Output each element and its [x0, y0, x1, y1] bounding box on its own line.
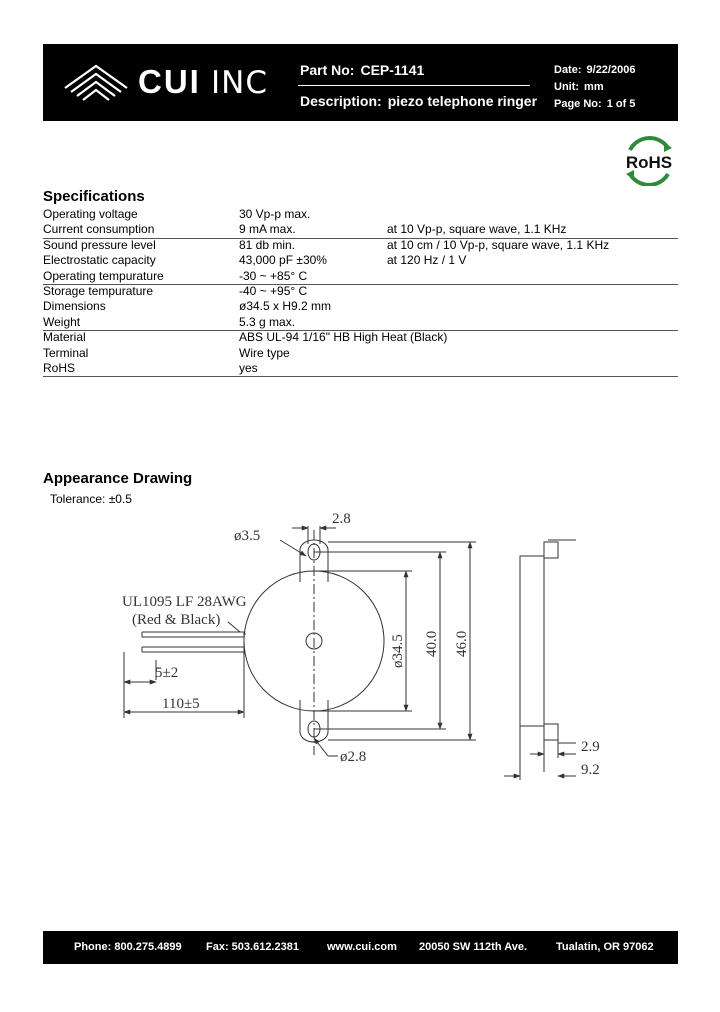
spec-row: RoHS yes	[43, 361, 678, 377]
wire-black	[142, 647, 244, 652]
spec-row: Electrostatic capacity 43,000 pF ±30% at 120 Hz / 1 V	[43, 253, 467, 268]
spec-row: Current consumption 9 mA max. at 10 Vp-p, square wave, 1.1 KHz	[43, 222, 678, 238]
cui-logo-icon	[61, 58, 131, 106]
tolerance-note: Tolerance: ±0.5	[50, 492, 132, 506]
svg-text:RoHS: RoHS	[625, 153, 673, 172]
part-number: Part No: CEP-1141	[300, 62, 425, 78]
wire-type-label: UL1095 LF 28AWG	[122, 594, 247, 610]
company-logo-text: CUI INC	[138, 63, 268, 101]
spec-row: Terminal Wire type	[43, 345, 290, 360]
footer-website[interactable]: www.cui.com	[327, 941, 397, 953]
header-bar	[43, 44, 678, 121]
footer-bar	[43, 931, 678, 964]
hole-width-label: 2.8	[332, 511, 351, 527]
diameter-label: ø34.5	[390, 634, 406, 668]
footer-fax: Fax: 503.612.2381	[206, 941, 299, 953]
spec-row: Material ABS UL-94 1/16" HB High Heat (Black)	[43, 330, 448, 345]
unit-field: Unit: mm	[554, 81, 604, 93]
wire-length-label: 110±5	[162, 696, 200, 712]
hole-top-label: ø3.5	[234, 528, 261, 544]
hole-bottom-label: ø2.8	[340, 749, 367, 765]
spec-row: Operating tempurature -30 ~ +85° C	[43, 269, 678, 285]
page-number-field: Page No: 1 of 5	[554, 98, 636, 110]
date-field: Date: 9/22/2006	[554, 64, 636, 76]
side-view-body	[520, 556, 544, 726]
strip-length-label: 5±2	[155, 665, 179, 681]
overall-height-label: 46.0	[454, 630, 470, 657]
flange-label: 2.9	[581, 739, 600, 755]
wire-color-label: (Red & Black)	[132, 612, 221, 628]
spec-row: Sound pressure level 81 db min. at 10 cm / 10 Vp-p, square wave, 1.1 KHz	[43, 237, 610, 252]
spec-row: Operating voltage 30 Vp-p max.	[43, 207, 311, 221]
height-label: 9.2	[581, 762, 600, 778]
specifications-title: Specifications	[43, 188, 145, 205]
hole-spacing-label: 40.0	[424, 630, 440, 657]
spec-row: Dimensions ø34.5 x H9.2 mm	[43, 299, 332, 314]
footer-address: 20050 SW 112th Ave.	[419, 941, 528, 953]
footer-phone: Phone: 800.275.4899	[74, 941, 182, 953]
spec-row: Storage tempurature -40 ~ +95° C	[43, 284, 308, 298]
footer-city: Tualatin, OR 97062	[556, 941, 654, 953]
part-description: Description: piezo telephone ringer	[300, 93, 538, 109]
wire-red	[142, 632, 244, 637]
rohs-badge-icon	[620, 136, 678, 186]
header-divider	[298, 85, 530, 86]
appearance-drawing	[100, 500, 620, 790]
appearance-drawing-title: Appearance Drawing	[43, 470, 193, 487]
spec-row: Weight 5.3 g max.	[43, 315, 678, 331]
